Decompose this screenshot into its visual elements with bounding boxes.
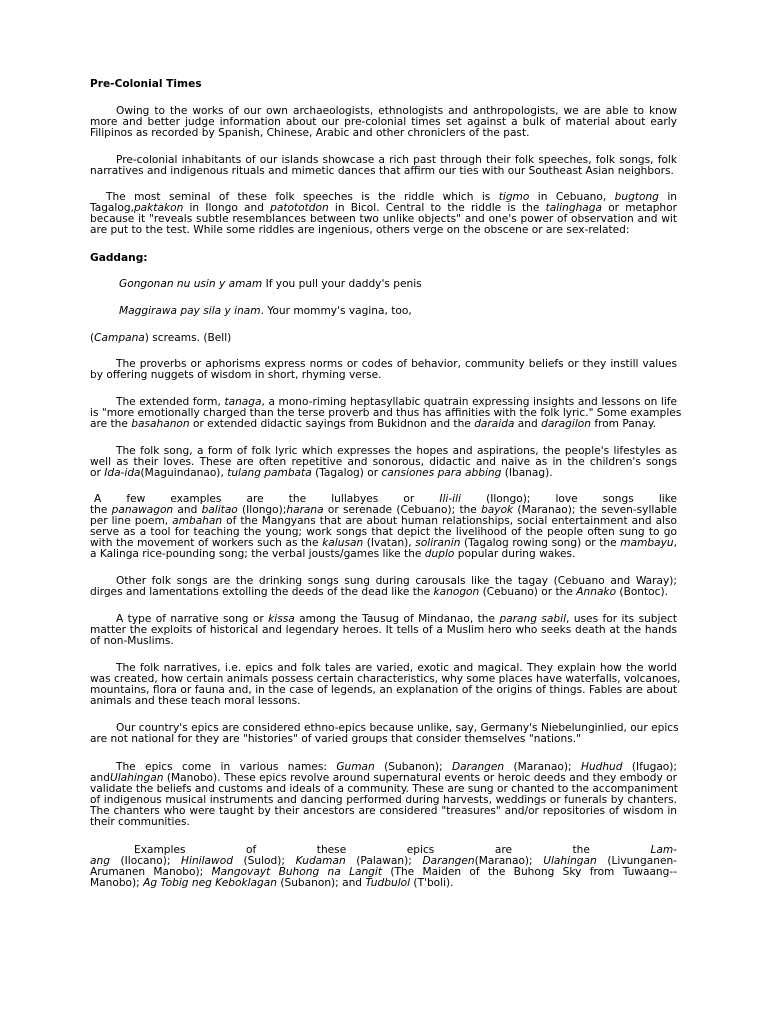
italic-term: tulang pambata (227, 467, 312, 479)
text-line (90, 625, 677, 636)
text-run: ( (90, 332, 95, 344)
italic-term: panawagon (111, 504, 174, 516)
text-run: of the Mangyans that are about human relationships, social entertainment and also (222, 515, 678, 527)
text-run: ) screams. (Bell) (144, 332, 232, 344)
text-run: (Ifugao); (622, 761, 677, 773)
text-line (90, 878, 454, 889)
italic-term: basahanon (131, 418, 190, 430)
text-run: Filipinos as recorded by Spanish, Chinese, Arabic and other chroniclers of the past. (90, 127, 530, 139)
text-line (90, 166, 674, 177)
text-run: a Kalinga rice-pounding song; the verbal jousts/games like the (90, 548, 425, 560)
italic-term: harana (286, 504, 324, 516)
text-run: the (90, 504, 112, 516)
text-run: is "more emotionally charged than the terse proverb and thus has affinities with the folk lyric." Some examples (90, 407, 682, 419)
italic-term: duplo (424, 548, 455, 560)
text-line (90, 636, 174, 647)
text-line (90, 696, 301, 707)
text-run: of indigenous musical instruments and dancing performed during harvests, weddings or funerals by chanters. (90, 794, 677, 806)
italic-term: kissa (268, 613, 295, 625)
text-run: The folk narratives, i.e. epics and folk tales are varied, exotic and magical. They explain how the world (116, 662, 677, 674)
text-run: (Subanon); (374, 761, 452, 773)
text-run: of non-Muslims. (90, 635, 174, 647)
text-run: Arumanen Manobo); (90, 866, 212, 878)
italic-term: Guman (336, 761, 375, 773)
italic-term: talinghaga (545, 202, 602, 214)
italic-term: kanogon (433, 586, 480, 598)
text-run: (Ivatan), (363, 537, 416, 549)
italic-term: Hudhud (580, 761, 623, 773)
document-title (90, 79, 202, 90)
text-run: or extended didactic sayings from Bukidnon and the (189, 418, 475, 430)
text-run: Examples of these epics are the (134, 844, 651, 856)
text-run: (Manobo). These epics revolve around supernatural events or heroic deeds and they embody or (163, 772, 677, 784)
text-line (119, 306, 412, 317)
italic-term: Maggirawa pay sila y inam (119, 305, 261, 317)
text-run: (Maranao); (504, 761, 581, 773)
text-run: The epics come in various names: (116, 761, 337, 773)
text-run: are the (90, 418, 132, 430)
text-run: (Cebuano) or the (479, 586, 577, 598)
text-run: Owing to the works of our own archaeologists, ethnologists and anthropologists, we are able to know (116, 105, 677, 117)
italic-term: Tudbulol (365, 877, 411, 889)
italic-term: Campana (94, 332, 145, 344)
text-line (90, 734, 581, 745)
italic-term: soliranin (415, 537, 461, 549)
text-run: serve as a tool for teaching the young; work songs that depict the livelihood of the people often sung to go (90, 526, 677, 538)
text-run: well as their loves. These are often repetitive and sonorous, didactic and naive as in the children's songs (90, 456, 677, 468)
text-run: . Your mommy's vagina, too, (260, 305, 412, 317)
italic-term: kalusan (322, 537, 364, 549)
italic-term: bayok (481, 504, 514, 516)
italic-term: mambayu (620, 537, 674, 549)
italic-term: ang (90, 855, 110, 867)
text-run: (Palawan); (345, 855, 423, 867)
italic-term: cansiones para abbing (381, 467, 502, 479)
text-run: A few examples are the lullabyes or (94, 493, 440, 505)
text-run: Pre-Colonial Times (90, 78, 202, 90)
text-run: in Cebuano, (529, 191, 615, 203)
italic-term: parang sabil (499, 613, 567, 625)
italic-term: patototdon (270, 202, 329, 214)
text-run: (Tagalog) or (311, 467, 382, 479)
text-run: A type of narrative song or (116, 613, 269, 625)
italic-term: Annako (576, 586, 617, 598)
text-line (90, 225, 629, 236)
italic-term: Ulahingan (543, 855, 597, 867)
text-run: among the Tausug of Mindanao, the (294, 613, 500, 625)
text-run: was created, how certain animals possess certain characteristics, why some places have waterfalls, volcanoes, (90, 673, 681, 685)
italic-term: Mangovayt Buhong na Langit (211, 866, 383, 878)
text-run: or (90, 467, 105, 479)
italic-term: balitao (201, 504, 238, 516)
italic-term: Kudaman (295, 855, 346, 867)
text-run: (Ibanag). (501, 467, 553, 479)
text-run: The proverbs or aphorisms express norms or codes of behavior, community beliefs or they instill values (116, 358, 677, 370)
italic-term: paktakon (133, 202, 184, 214)
text-run: The chanters who were taught by their ancestors are considered "treasures" and/or repositories of wisdom in (90, 805, 677, 817)
text-run: (Sulod); (232, 855, 296, 867)
text-run: If you pull your daddy's penis (262, 278, 422, 290)
italic-term: tanaga (224, 396, 262, 408)
text-run: with the movement of workers such as the (90, 537, 323, 549)
text-run: in Ilongo and (183, 202, 271, 214)
text-run: Pre-colonial inhabitants of our islands showcase a rich past through their folk speeches, folk songs, folk (116, 154, 677, 166)
italic-term: Ag Tobig neg Keboklagan (143, 877, 277, 889)
text-run: dirges and lamentations extolling the deeds of the dead like the (90, 586, 434, 598)
text-run: Tagalog, (90, 202, 134, 214)
text-run: Manobo); (90, 877, 144, 889)
text-run: Gaddang: (90, 252, 148, 264)
italic-term: Darangen (451, 761, 505, 773)
text-run: and (514, 418, 542, 430)
text-run: (Livunganen- (596, 855, 677, 867)
text-line (90, 419, 656, 430)
italic-term: daragilon (541, 418, 591, 430)
text-run: or serenade (Cebuano); the (323, 504, 482, 516)
text-run: The extended form, (116, 396, 225, 408)
text-run: validate the beliefs and customs and ideals of a community. These are sung or chanted to the accompaniment (90, 783, 678, 795)
text-line (119, 279, 422, 290)
text-run: and (173, 504, 202, 516)
text-run: in (658, 191, 677, 203)
text-run: mountains, flora or fauna and, in the case of legends, an explanation of the origins of things. Fables are about (90, 684, 677, 696)
text-run: , uses for its subject (566, 613, 677, 625)
text-run: (The Maiden of the Buhong Sky from Tuwaang-- (382, 866, 678, 878)
text-run: (Ilocano); (109, 855, 182, 867)
text-run: more and better judge information about our pre-colonial times set against a bulk of material about early (90, 116, 677, 128)
text-line (90, 817, 190, 828)
italic-term: Lam- (650, 844, 677, 856)
text-run: (Ilongo); (237, 504, 287, 516)
text-run: because it "reveals subtle resemblances between two unlike objects" and one's power of observation and wit (90, 213, 677, 225)
italic-term: daraida (474, 418, 515, 430)
text-run: from Panay. (590, 418, 657, 430)
text-run: are put to the test. While some riddles are ingenious, others verge on the obscene or are sex-related: (90, 224, 630, 236)
text-run: , a mono-riming heptasyllabic quatrain expressing insights and lessons on life (261, 396, 678, 408)
italic-term: ambahan (172, 515, 223, 527)
text-run: (T'boli). (410, 877, 454, 889)
text-line (90, 370, 382, 381)
text-line (90, 333, 231, 344)
text-run: narratives and indigenous rituals and mimetic dances that affirm our ties with our Southeast Asian neighbors. (90, 165, 674, 177)
italic-term: Ili-ili (439, 493, 461, 505)
text-run: The folk song, a form of folk lyric which expresses the hopes and aspirations, the people's lifestyles as (116, 445, 677, 457)
italic-term: Hinilawod (181, 855, 233, 867)
text-run: and (90, 772, 110, 784)
italic-term: Ida-ida (104, 467, 141, 479)
text-line (90, 468, 553, 479)
text-run: Other folk songs are the drinking songs sung during carousals like the tagay (Cebuano and Waray); (116, 575, 677, 587)
italic-term: tigmo (498, 191, 530, 203)
text-run: in Bicol. Central to the riddle is the (328, 202, 546, 214)
text-run: (Tagalog rowing song) or the (460, 537, 621, 549)
text-run: (Maranao); the seven-syllable (513, 504, 678, 516)
text-run: are not national for they are "histories" of varied groups that consider themselves "nations." (90, 733, 581, 745)
text-run: by offering nuggets of wisdom in short, rhyming verse. (90, 369, 382, 381)
text-run: (Ilongo); love songs like (461, 493, 677, 505)
italic-term: bugtong (614, 191, 659, 203)
text-run: (Subanon); and (276, 877, 366, 889)
text-run: popular during wakes. (454, 548, 576, 560)
text-line (90, 128, 529, 139)
text-run: animals and these teach moral lessons. (90, 695, 301, 707)
text-run: per line poem, (90, 515, 173, 527)
text-run: (Maguindanao), (140, 467, 228, 479)
text-run: (Maranao); (474, 855, 544, 867)
text-line (90, 587, 668, 598)
italic-term: Gongonan nu usin y amam (119, 278, 263, 290)
text-line (90, 549, 575, 560)
section-heading (90, 253, 148, 264)
italic-term: Darangen (422, 855, 475, 867)
text-run: The most seminal of these folk speeches is the riddle which is (106, 191, 499, 203)
italic-term: Ulahingan (109, 772, 164, 784)
text-run: , (673, 537, 677, 549)
text-run: matter the exploits of historical and legendary heroes. It tells of a Muslim hero who seeks death at the hands (90, 624, 677, 636)
text-run: their communities. (90, 816, 190, 828)
text-run: (Bontoc). (616, 586, 668, 598)
text-run: or metaphor (602, 202, 677, 214)
text-run: Our country's epics are considered ethno-epics because unlike, say, Germany's Niebelunginlied, our epics (116, 722, 679, 734)
